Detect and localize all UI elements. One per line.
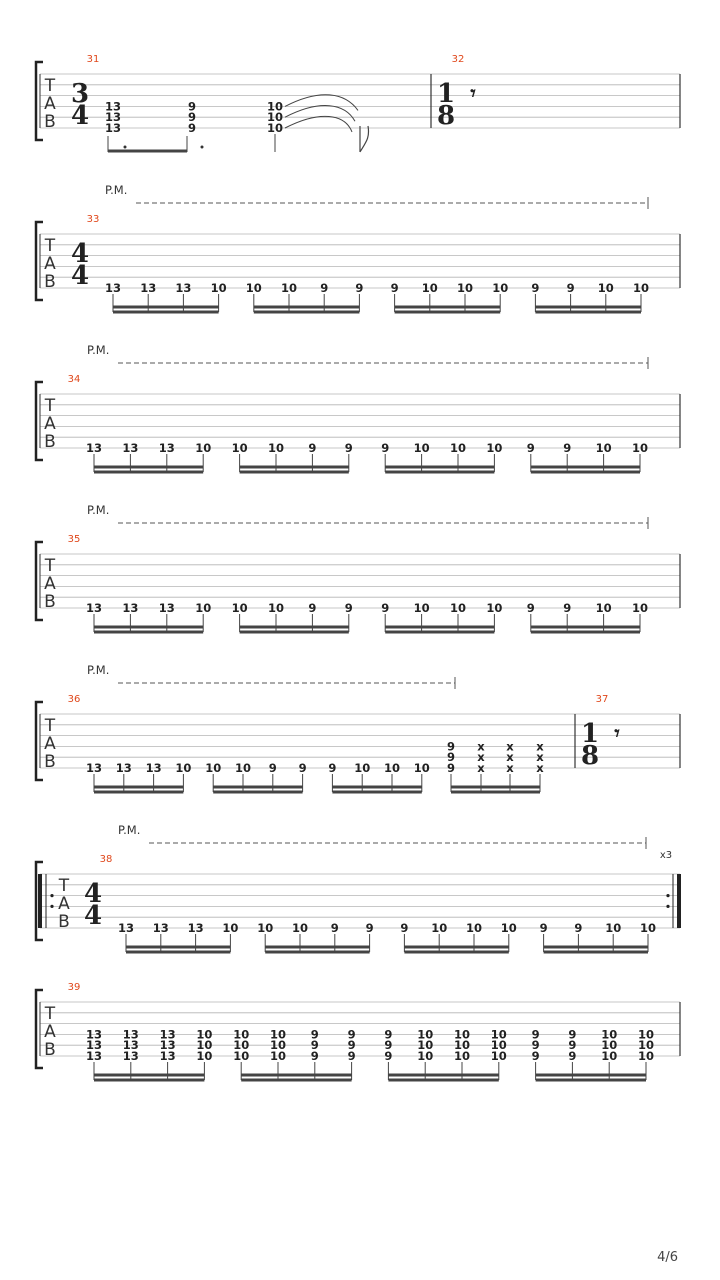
time-signature-bottom: 8 <box>436 101 456 131</box>
fret-number: 13 <box>158 441 175 455</box>
fret-number: 13 <box>85 1038 103 1053</box>
fret-number: 9 <box>298 761 307 775</box>
fret-number: 10 <box>490 1027 507 1042</box>
fret-number: 10 <box>266 99 284 114</box>
fret-number: 10 <box>465 921 483 935</box>
fret-number: 13 <box>122 601 139 615</box>
tab-letter-a: A <box>44 414 56 434</box>
fret-number: 9 <box>310 1027 319 1042</box>
fret-number: 9 <box>308 601 317 615</box>
time-signature-bottom: 8 <box>580 741 600 771</box>
dead-note: x <box>506 750 514 765</box>
fret-number: 13 <box>85 1049 103 1063</box>
fret-number: 10 <box>234 761 252 775</box>
fret-number: 13 <box>122 1038 139 1053</box>
fret-number: 10 <box>233 1027 250 1042</box>
fret-number: 10 <box>637 1049 655 1063</box>
fret-number: 10 <box>267 441 285 455</box>
fret-number: 9 <box>381 601 390 615</box>
fret-number: 9 <box>308 441 317 455</box>
fret-number: 10 <box>417 1038 434 1053</box>
fret-number: 10 <box>175 761 192 775</box>
slide-curve <box>285 116 352 132</box>
fret-number: 9 <box>384 1027 393 1042</box>
fret-number: 10 <box>597 281 614 295</box>
fret-number: 10 <box>222 921 239 935</box>
fret-number: 9 <box>446 761 456 775</box>
tab-letter-b: B <box>44 432 56 452</box>
fret-number: 13 <box>159 1049 176 1063</box>
fret-number: 9 <box>384 1038 393 1053</box>
palm-mute-label: P.M. <box>87 503 110 517</box>
fret-number: 13 <box>85 761 103 775</box>
fret-number: 9 <box>347 1049 356 1063</box>
fret-number: 10 <box>449 601 467 615</box>
tab-letter-a: A <box>44 254 56 274</box>
fret-number: 10 <box>595 441 612 455</box>
fret-number: 10 <box>453 1038 471 1053</box>
fret-number: 9 <box>568 1049 577 1063</box>
tab-letter-a: A <box>58 894 70 914</box>
fret-number: 10 <box>413 601 430 615</box>
fret-number: 9 <box>347 1027 356 1042</box>
fret-number: 10 <box>417 1027 434 1042</box>
repeat-start-thick <box>38 874 42 928</box>
dot <box>124 146 127 149</box>
fret-number: 10 <box>233 1038 250 1053</box>
dead-note: x <box>536 761 544 775</box>
fret-number: 13 <box>159 1027 176 1042</box>
fret-number: 9 <box>531 1049 540 1063</box>
tab-letter-a: A <box>44 1022 56 1042</box>
fret-number: 10 <box>456 281 474 295</box>
measure-number: 35 <box>67 534 81 545</box>
fret-number: 10 <box>605 921 622 935</box>
tab-letter-a: A <box>44 574 56 594</box>
fret-number: 9 <box>187 99 197 114</box>
measure-number: 33 <box>86 214 100 225</box>
fret-number: 9 <box>446 739 456 754</box>
measure-number: 38 <box>99 854 113 865</box>
fret-number: 9 <box>365 921 374 935</box>
tab-letter-b: B <box>44 112 56 132</box>
dead-note: x <box>477 739 485 754</box>
fret-number: 13 <box>187 921 204 935</box>
fret-number: 10 <box>267 601 285 615</box>
page-number: 4/6 <box>657 1250 678 1265</box>
fret-number: 9 <box>531 1038 540 1053</box>
time-signature-top: 1 <box>580 719 600 749</box>
fret-number: 10 <box>601 1038 618 1053</box>
tab-letter-t: T <box>44 76 56 96</box>
tab-letter-t: T <box>58 876 70 896</box>
fret-number: 10 <box>231 441 248 455</box>
tab-letter-a: A <box>44 94 56 114</box>
fret-number: 13 <box>122 1049 139 1063</box>
measure-number: 36 <box>67 694 81 705</box>
repeat-end-thick <box>677 874 681 928</box>
fret-number: 9 <box>310 1038 319 1053</box>
fret-number: 10 <box>413 761 430 775</box>
tab-letter-t: T <box>44 396 56 416</box>
measure-number: 34 <box>67 374 81 385</box>
tab-letter-a: A <box>44 734 56 754</box>
fret-number: 9 <box>381 441 390 455</box>
time-signature-top: 4 <box>70 239 90 269</box>
fret-number: 10 <box>486 441 503 455</box>
palm-mute-label: P.M. <box>87 663 110 677</box>
fret-number: 9 <box>330 921 339 935</box>
fret-number: 10 <box>233 1049 250 1063</box>
fret-number: 10 <box>195 441 212 455</box>
dot <box>201 146 204 149</box>
fret-number: 13 <box>104 99 122 114</box>
time-signature-top: 4 <box>83 879 103 909</box>
fret-number: 10 <box>417 1049 434 1063</box>
measure-number: 37 <box>595 694 609 705</box>
fret-number: 10 <box>595 601 612 615</box>
fret-number: 10 <box>631 601 649 615</box>
fret-number: 13 <box>159 1038 176 1053</box>
time-signature-bottom: 4 <box>83 901 103 931</box>
fret-number: 13 <box>85 601 103 615</box>
measure-number: 31 <box>86 54 100 65</box>
fret-number: 10 <box>195 601 212 615</box>
fret-number: 10 <box>449 441 467 455</box>
fret-number: 9 <box>566 281 575 295</box>
fret-number: 9 <box>526 441 535 455</box>
fret-number: 10 <box>601 1049 618 1063</box>
fret-number: 10 <box>490 1049 507 1063</box>
fret-number: 9 <box>568 1038 577 1053</box>
repeat-dot <box>50 894 53 897</box>
dead-note: x <box>477 761 485 775</box>
repeat-count: x3 <box>659 850 673 861</box>
dead-note: x <box>506 761 514 775</box>
fret-number: 13 <box>175 281 192 295</box>
measure-number: 32 <box>451 54 465 65</box>
fret-number: 9 <box>355 281 364 295</box>
fret-number: 10 <box>196 1027 213 1042</box>
fret-number: 10 <box>196 1038 213 1053</box>
fret-number: 10 <box>486 601 503 615</box>
fret-number: 9 <box>344 441 353 455</box>
tab-letter-b: B <box>44 1040 56 1060</box>
eighth-rest: 𝄾 <box>614 721 620 745</box>
fret-number: 10 <box>231 601 248 615</box>
fret-number: 13 <box>104 121 122 135</box>
fret-number: 10 <box>639 921 657 935</box>
dead-note: x <box>536 750 544 765</box>
fret-number: 10 <box>266 121 284 135</box>
fret-number: 9 <box>328 761 337 775</box>
tab-letter-t: T <box>44 1004 56 1024</box>
palm-mute-label: P.M. <box>105 183 128 197</box>
fret-number: 9 <box>446 750 456 765</box>
dead-note: x <box>536 739 544 754</box>
slide-curve <box>285 95 358 111</box>
fret-number: 10 <box>269 1027 287 1042</box>
fret-number: 10 <box>453 1049 471 1063</box>
fret-number: 10 <box>280 281 298 295</box>
fret-number: 10 <box>354 761 371 775</box>
fret-number: 10 <box>291 921 309 935</box>
fret-number: 9 <box>574 921 583 935</box>
fret-number: 10 <box>269 1049 287 1063</box>
fret-number: 9 <box>187 121 197 135</box>
repeat-dot <box>50 905 53 908</box>
fret-number: 10 <box>490 1038 507 1053</box>
time-signature-top: 3 <box>70 79 90 109</box>
measure-number: 39 <box>67 982 81 993</box>
fret-number: 9 <box>347 1038 356 1053</box>
fret-number: 13 <box>85 441 103 455</box>
tab-letter-t: T <box>44 236 56 256</box>
fret-number: 9 <box>531 1027 540 1042</box>
fret-number: 13 <box>117 921 135 935</box>
time-signature-top: 1 <box>436 79 456 109</box>
fret-number: 13 <box>122 441 139 455</box>
fret-number: 9 <box>539 921 548 935</box>
fret-number: 10 <box>245 281 262 295</box>
fret-number: 10 <box>257 921 274 935</box>
fret-number: 10 <box>637 1038 655 1053</box>
fret-number: 9 <box>390 281 399 295</box>
fret-number: 13 <box>104 110 122 125</box>
dead-note: x <box>506 739 514 754</box>
fret-number: 9 <box>187 110 197 125</box>
fret-number: 9 <box>563 601 572 615</box>
fret-number: 10 <box>631 441 649 455</box>
tab-letter-b: B <box>44 592 56 612</box>
tab-letter-b: B <box>44 272 56 292</box>
fret-number: 9 <box>526 601 535 615</box>
fret-number: 9 <box>568 1027 577 1042</box>
palm-mute-label: P.M. <box>118 823 141 837</box>
fret-number: 9 <box>268 761 277 775</box>
fret-number: 10 <box>421 281 438 295</box>
fret-number: 9 <box>563 441 572 455</box>
fret-number: 9 <box>320 281 329 295</box>
dead-note: x <box>477 750 485 765</box>
tab-letter-t: T <box>44 716 56 736</box>
fret-number: 9 <box>310 1049 319 1063</box>
palm-mute-label: P.M. <box>87 343 110 357</box>
eighth-rest: 𝄾 <box>470 81 476 105</box>
time-signature-bottom: 4 <box>70 101 90 131</box>
fret-number: 10 <box>601 1027 618 1042</box>
fret-number: 13 <box>85 1027 103 1042</box>
fret-number: 10 <box>413 441 430 455</box>
fret-number: 9 <box>400 921 409 935</box>
tab-letter-t: T <box>44 556 56 576</box>
fret-number: 10 <box>431 921 448 935</box>
fret-number: 10 <box>205 761 222 775</box>
fret-number: 13 <box>145 761 162 775</box>
fret-number: 13 <box>115 761 132 775</box>
fret-number: 10 <box>453 1027 471 1042</box>
fret-number: 13 <box>122 1027 139 1042</box>
time-signature-bottom: 4 <box>70 261 90 291</box>
fret-number: 13 <box>140 281 157 295</box>
fret-number: 10 <box>196 1049 213 1063</box>
fret-number: 13 <box>104 281 122 295</box>
fret-number: 13 <box>152 921 169 935</box>
fret-number: 10 <box>492 281 509 295</box>
slide-curve <box>285 106 355 122</box>
fret-number: 10 <box>269 1038 287 1053</box>
repeat-dot <box>666 905 669 908</box>
fret-number: 13 <box>158 601 175 615</box>
fret-number: 10 <box>383 761 401 775</box>
fret-number: 10 <box>500 921 517 935</box>
fret-number: 10 <box>637 1027 655 1042</box>
fret-number: 10 <box>632 281 650 295</box>
fret-number: 9 <box>531 281 540 295</box>
fret-number: 9 <box>344 601 353 615</box>
fret-number: 10 <box>210 281 227 295</box>
note-flag <box>360 126 369 152</box>
repeat-dot <box>666 894 669 897</box>
tab-letter-b: B <box>44 752 56 772</box>
fret-number: 10 <box>266 110 284 125</box>
fret-number: 9 <box>384 1049 393 1063</box>
tab-letter-b: B <box>58 912 70 932</box>
